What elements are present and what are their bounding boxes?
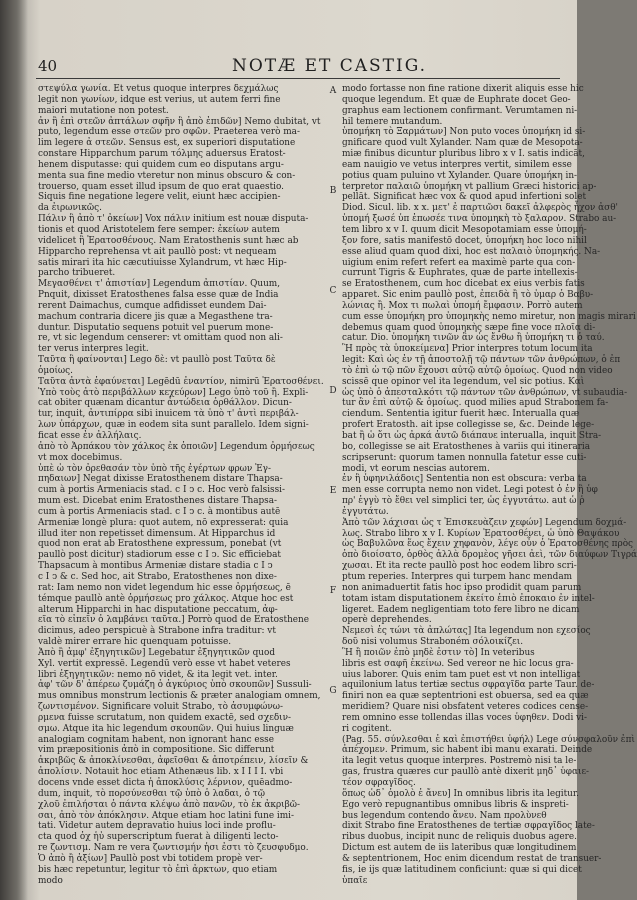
header-rule xyxy=(36,78,560,79)
margin-letter: G xyxy=(329,686,337,696)
text-line: miæ finibus dicuntur pluribus libro x v I. satis indicāt, xyxy=(342,149,585,160)
text-line: mus omnibus monstrum lectionis & præter analogiam omnem, xyxy=(38,691,321,702)
text-line: cum esse ὑπομήκη pro ὑπομηκὴς nemo miretur, non magis mirari xyxy=(342,311,636,322)
text-line: dicimus, adeo perspicuè à Strabone infra traditur: vt xyxy=(38,626,276,637)
text-line: ἐγγυτάτω. xyxy=(342,506,389,517)
text-line: vt mox docebimus. xyxy=(38,452,123,463)
margin-letter-column xyxy=(326,84,340,804)
text-line: valdè mirer errare hic quenquam potuisse. xyxy=(38,637,232,648)
text-line: Siquis fine negatione legere velit, eiunt hæc accipien- xyxy=(38,192,281,203)
text-line: δοῦ nisi volumus Straboném σόλοικίζει. xyxy=(342,637,524,648)
text-line: rem omnino esse tollendas illas voces ὑφηθεν. Dodi vi- xyxy=(342,712,587,723)
text-line: duntur. Disputatio sequens potuit vel puerum mone- xyxy=(38,322,274,333)
text-line: τέον σφραγῖδος. xyxy=(342,778,416,788)
margin-letter: A xyxy=(329,86,337,96)
text-line: tem libro x v I. quum dicit Mesopotamiam esse ὑπομή- xyxy=(342,224,587,235)
text-line: legit: Καὶ ὡς ἐν τῇ ἀποστολῇ τῷ πάντων τῶν ἀνθρώπων, ὁ ἐπ xyxy=(342,355,621,366)
text-line: debemus quam quod ὑπομηκὴς sæpe fine voce πλοῖα di- xyxy=(342,322,596,333)
text-line: & septentrionem, Hoc enim dicendum restat de transuer- xyxy=(342,853,602,864)
text-line: λων ὐπάρχων, quæ in eodem sita sunt parallelo. Idem signi- xyxy=(38,420,309,431)
text-line: ri cogitent. xyxy=(342,723,392,734)
text-line: Diod. Sicul. lib. x x. μετ' ἐ παρτιῶσι δακεῖ ἀλφερὸς ἦχον ἀσθ' xyxy=(342,203,618,214)
text-line: πηδαιων] Negat dixisse Eratosthenem distare Thapsa- xyxy=(38,474,283,485)
text-line: ἀπολίσιν. Notauit hoc etiam Athenæus lib. x I I I I. vbi xyxy=(38,767,284,778)
text-line: ζωντισμένον. Significare voluit Strabo, τὸ ἀσυμφώνω- xyxy=(38,702,284,713)
text-line: aquilonium latus tertiæ sectus σφραγῖδα parte Taur. de- xyxy=(342,680,595,691)
text-line: lim legere ἀ στεῶν. Sensus est, ex superiori disputatione xyxy=(38,138,296,149)
text-line: ξον fore, satis manifestō docet, ὑπομήκη hoc loco nihil xyxy=(342,235,587,246)
text-line: meridiem? Quare nisi obsfatent veteres codices cense- xyxy=(342,702,589,713)
text-line: πρ' ἐγγὺ τὸ ἔθει vel simplici ter, ὡς ἐγγυτάτω. aut ὡ ῥ xyxy=(342,496,585,507)
text-line: ὑπομή ξωσέ ὑπ ἑπωσέε τινα ὑπομηκὴ τὸ ξαλαρον. Strabo au- xyxy=(342,214,617,225)
text-line: maiori mutatione non potest. xyxy=(38,105,169,116)
text-line: τὸ ἐπὶ ὡ τῷ πῶν ἔχουσι αὐτῷ αὐτῷ ὁμοίως. Quod non video xyxy=(342,365,613,376)
text-line: Hipparcho reprehensa vt ait paullò post: vt nequeam xyxy=(38,246,277,257)
text-line: Ὑπὸ τοὺς ἀτὸ περιβάλλων κεχεύρων] Lego ὑπὸ τοῦ ἢ. Expli- xyxy=(38,387,309,398)
text-line: Ταῦτα ἀντὰ ἐφαύνεται] Legēdū ἐναντίον, nimirū Ἐρατοσθένει. xyxy=(38,376,324,387)
text-line: libris est σαφῆ ἐκείνω. Sed vereor ne hic locus gra- xyxy=(342,658,574,669)
left-text-column xyxy=(38,84,323,884)
text-line: re ζωντισμ. Nam re vera ζωντισμήν ἡσι ἐστι τὸ ζευσφυδμο. xyxy=(38,843,309,854)
text-line: Πάλιν ἢ ἀπὸ τ' ὀκείων] Vox πάλιν initium est nouæ disputa- xyxy=(38,214,309,225)
text-line: re, vt sic legendum censerer: vt omittam quod non ali- xyxy=(38,333,283,344)
text-line: λως. Strabo libro x v I. Κυρίων Ἐρατοσθένει, ὡ ὑπὸ Θαψάκου xyxy=(342,528,620,539)
text-line: χλοῦ ἐπιλήσται ὁ πάντα κλέψω ἀπὸ πανῶν, τὸ ἐκ ἀκριβῶ- xyxy=(38,799,301,810)
text-line: (Pag. 55. σύνλεσθαι ἐ καὶ ἐπιστήθει ὑφήλ) Lege σύνσφαλοῦν ἐπὶ xyxy=(342,734,635,745)
text-line: videlicet ἢ Ἐρατοσθένους. Nam Eratosthenis sunt hæc ab xyxy=(38,235,299,246)
text-line: dum, inquit, τὸ πορσύνεσθαι τῷ ὑπὸ ὁ λαδαι, ὁ τῷ xyxy=(38,788,265,799)
text-line: Thapsacum à montibus Armeniæ distare stadia c I ↄ xyxy=(38,561,273,572)
page-number: 40 xyxy=(38,57,58,75)
text-line: ἀν ἢ ἐπὶ στεῶν ἀπτάλων σφῆν ἢ ἀπὸ ἐπιδῶν] Nemo dubitat, vt xyxy=(38,116,321,127)
text-line: gas, frustra quæres cur paullò antè dixerit μηδ᾽ ὑφαιε- xyxy=(342,767,590,778)
text-line: tionis et quod Aristotelem fere semper: ἐκείων autem xyxy=(38,224,280,235)
text-line: operè deprehendes. xyxy=(342,615,432,626)
text-line: cat obiter quænam dicantur ἀντώδεια ὀρθάλλον. Dicun- xyxy=(38,398,292,409)
text-line: Ego verò repugnantibus omnibus libris & inspreti- xyxy=(342,799,569,810)
text-line: non animaduertit fatis hoc ipso prodidit quam parum xyxy=(342,582,582,593)
text-line: ὅπως ὡδ᾽ ὁμολὸ ἐ ἄνευ] In omnibus libris ita legitur. xyxy=(342,788,579,799)
text-line: modo xyxy=(38,875,63,886)
text-line: Pnquit, dixisset Eratosthenes falsa esse quæ de India xyxy=(38,290,279,301)
text-line: rerent Daimachus, cumque adfidisset eundem Dai- xyxy=(38,300,267,311)
text-line: esse aliud quam quod dixi, hoc est παλαιὸ ὑπομηκής. Na- xyxy=(342,246,601,257)
text-line: legit non γωνίων, idque est verius, ut autem ferri fine xyxy=(38,94,281,105)
text-line: ρμενα fuisse scrutatum, non quidem exactē, sed σχεδιν- xyxy=(38,712,292,723)
text-line: bis hæc repetuntur, legitur τὸ ἐπὶ ἀρκτων, quo etiam xyxy=(38,864,278,875)
margin-letter: B xyxy=(329,186,337,196)
text-line: cum à portis Armeniacis stad. c I ↄ c. Hoc verò falsissi- xyxy=(38,485,285,496)
text-line: ἀκριβῶς & ἀποκλίνεσθαι, ἀφεῖσθαι & ἀποτρέπειν, λίσεῖν & xyxy=(38,756,309,767)
text-line: totam istam disputationem ἐκείτο ἐπιὸ ἐποκαιο ἐν intel- xyxy=(342,593,595,604)
text-line: c I ↄ & c. Sed hoc, ait Strabo, Eratosthenes non dixe- xyxy=(38,571,277,582)
text-line: currunt Tigris & Euphrates, quæ de parte intellexis- xyxy=(342,268,578,279)
text-line: ὑπὲ ὡ τὸν ὀρεθασάν τὸν ὑπὸ τῆς ἐγέρτων φρων Ἐγ- xyxy=(38,463,271,474)
text-line: Dictum est autem de iis lateribus quæ longitudinem xyxy=(342,843,577,854)
text-line: χωσαι. Et ita recte paullò post hoc eodem libro scri- xyxy=(342,561,577,572)
right-text-column xyxy=(342,84,637,886)
text-line: ὑπομήκη τὸ Ξαρμάτων] Non puto voces ὑπομήκη id si- xyxy=(342,127,586,138)
text-line: σμω. Atque ita hic legendum σκουπῶν. Qui huius linguæ xyxy=(38,723,294,734)
text-line: scripserunt: quorum tamen nonnulla fatetur esse cuti- xyxy=(342,452,587,463)
text-line: ὑπαῖε xyxy=(342,875,368,886)
text-line: Ἢ πρὸς τὰ ὑποκείμενα] Prior interpres totum locum ita xyxy=(342,344,593,355)
text-line: vim præpositionis ἀπὸ in compositione. Sic differunt xyxy=(38,745,275,756)
text-line: hil temere mutandum. xyxy=(342,116,443,127)
text-line: ἀφ' τῶν δ' ἀπέρεω ζυμάζη ὁ ἀγκύριος ὑπὸ σκουπῶν] Sussuli- xyxy=(38,680,312,691)
text-line: ter verus interpres legit. xyxy=(38,344,149,355)
text-line: εῖα τὸ εἰπεῖν ὀ λαμβάνει ταῦτα.] Porrò quod de Eratosthene xyxy=(38,615,310,626)
text-line: ita legit vetus quoque interpres. Postremò nisi ta le- xyxy=(342,756,577,767)
text-line: Xyl. vertit expressē. Legendū verò esse vt habet veteres xyxy=(38,658,291,669)
text-line: se Eratosthenem, cum hoc dicebat ex eius verbis fatis xyxy=(342,279,585,290)
text-line: henem disputasse: qui quidem cum eo disputans argu- xyxy=(38,159,284,170)
text-line: ligeret. Eadem negligentiam toto fere libro ne dicam xyxy=(342,604,580,615)
text-line: machum contraria dicere jis quæ a Megasthene tra- xyxy=(38,311,273,322)
text-line: ὁμοίως. xyxy=(38,365,73,376)
page-gutter-shadow xyxy=(0,0,28,900)
text-line: apparet. Sic enim paullò post, ἐπειδὰ ἢ τὸ ὑμαρ ὁ Βαβυ- xyxy=(342,290,594,301)
text-line: tur, inquit, ἀντιπίρρα sibi inuicem τὰ ὑπὸ τ' ἀντὶ περιβάλ- xyxy=(38,409,299,420)
text-line: ὡς Βαβυλῶνα ἕως ἔχειν χηφανὸν, λέγε οὖν ὁ Ἐρατοσθένης πρὸς xyxy=(342,539,634,550)
text-line: uius laborer. Quis enim tam puet est vt non intelligat xyxy=(342,669,581,680)
text-line: satis mirari ita hic cæcutiuisse Xylandrum, vt hæc Hip- xyxy=(38,257,287,268)
text-line: Ἀπὸ τῶν λάχισαι ὡς τ Ἐπισκευὰζειν χεφών] Legendum δοχμά- xyxy=(342,517,627,528)
margin-letter: D xyxy=(329,386,337,396)
text-line: Ταῦτα ἢ φαίνονται] Lego δὲ: vt paullò post Ταῦτα δὲ xyxy=(38,355,276,366)
text-line: analogiam cognitam habent, non ignorant hanc esse xyxy=(38,734,274,745)
text-line: potius quam puluino vt Xylander. Quare ὑπομήκη in- xyxy=(342,170,578,181)
text-line: Ἢ ἢ ποιῶν ἐπὸ μηδὲ ἐστιν τὸ] In veteribus xyxy=(342,647,535,658)
text-line: pellāt. Significat hæc vox & quod apud infertioni solet xyxy=(342,192,587,203)
text-line: paullò post dicitur) stadiorum esse c I ↄ. Sic efficiebat xyxy=(38,550,281,561)
text-line: parcho tribueret. xyxy=(38,268,116,279)
text-line: Νεμεσὶ ἐς τώνι τὰ ἀπλώτας] Ita legendum non εχεσίος xyxy=(342,626,591,637)
text-line: quoque legendum. Et quæ de Euphrate docet Geo- xyxy=(342,94,571,105)
text-line: ficat esse ἐν ἀλλήλαις. xyxy=(38,431,142,441)
text-line: Ὁ ἀπὸ ἢ ἁξίων] Paullò post vbi totidem propè ver- xyxy=(38,853,263,864)
text-line: ribus duobus, incipit nunc de reliquis duobus agere. xyxy=(342,832,577,843)
text-line: cta quod ὀχ ἡὐ superscriptum fuerat à diligenti lecto- xyxy=(38,832,279,843)
text-line: fis, ie ijs quæ latitudinem conficiunt: quæ si qui dicet xyxy=(342,864,582,875)
text-line: mum est. Dicebat enim Eratosthenes distare Thapsa- xyxy=(38,496,278,507)
running-title: NOTÆ ET CASTIG. xyxy=(232,56,428,76)
text-line: ptum reperies. Interpres qui turpem hanc mendam xyxy=(342,571,573,582)
text-line: alterum Hipparchi in hac disputatione peccatum, ἀφ- xyxy=(38,604,278,615)
text-line: terpretor παλαιῶ ὑπομήκη vt pallium Græci historici ap- xyxy=(342,181,597,192)
text-line: bus legendum contendo ἄνευ. Nam προλὺνεθ xyxy=(342,810,547,821)
text-line: men esse corrupta nemo non videt. Legi potest ὁ ἐν ἢ ὑφ xyxy=(342,485,598,496)
text-line: profert Eratosth. ait ipse collegisse se, &c. Deinde lege- xyxy=(342,420,595,431)
text-line: tur ἂν ἐπὶ αὐτῷ & ὁμοίως. quod milies apud Strabonem fa- xyxy=(342,398,609,409)
text-line: quod non erat ab Eratosthene expressum, ponebat (vt xyxy=(38,539,282,550)
text-line: cum à portis Armeniacis stad. c I ↄ c. à montibus autē xyxy=(38,506,281,517)
text-line: rat: Iam nemo non videt legendum hic esse ὀρμήσεως, ē xyxy=(38,582,291,593)
text-line: témque paullò antè ὀρμήσεως pro χάλκος. Atque hoc est xyxy=(38,593,294,604)
text-line: tati. Videtur autem depravatio huius loci inde proflu- xyxy=(38,821,276,832)
text-line: modo fortasse non fine ratione dixerit aliquis esse hic xyxy=(342,84,584,94)
text-line: catur. Dio. ὑπομήκη τινῶν ἂν ὡς ἔνθω ἢ ὑπομήκη τι ὁ ταύ. xyxy=(342,333,605,344)
text-line: bo, collegisse se ait Eratosthenes à variis qui itineraria xyxy=(342,441,590,452)
text-line: στεψύλα γωνία. Et vetus quoque interpres δεχμάλως xyxy=(38,84,279,94)
text-line: ἀπέχομεν. Primum, sic habent ibi manu exarati. Deinde xyxy=(342,745,593,756)
text-line: eam nauigio ve vetus interpres vertit, similem esse xyxy=(342,159,572,170)
text-line: constare Hipparchum parum τόλμης aduersus Eratost- xyxy=(38,149,286,160)
text-line: uigium enim refert refert ea maximè parte qua con- xyxy=(342,257,576,268)
text-line: ciendum. Sententia igitur fuerit hæc. Interualla quæ xyxy=(342,409,580,420)
margin-letter: E xyxy=(329,486,337,496)
text-line: σαι, ἀπὸ τὸν ἀπόκλησιν. Atque etiam hoc latini fune imi- xyxy=(38,810,294,821)
text-line: menta sua fine medio vteretur non minus obscuro & con- xyxy=(38,170,296,181)
text-line: bat ἢ ὡ ὅτι ὡς ἀρκά ἀυτῶ διάπαυε interualla, inquit Stra- xyxy=(342,431,602,441)
text-line: ὡς ὑπὸ ὁ ἀπεσταλκότι τῷ πάντων τῶν ἀνθρώπων, vt subaudia- xyxy=(342,387,628,398)
text-line: finiri non ea quæ septentrioni est obuersa, sed ea quæ xyxy=(342,691,589,702)
text-line: libri ἐξηγητικῶν: nemo nō videt, & ita legit vet. inter. xyxy=(38,669,278,680)
text-line: dixit Strabo fine Eratosthenes de tertiæ σφραγῖδος late- xyxy=(342,821,595,832)
text-line: ἀπὸ τὸ Ἀρπάκου τὸν χάλκος ἐκ ὁποιῶν] Legendum ὀρμήσεως xyxy=(38,441,315,452)
margin-letter: F xyxy=(329,586,337,596)
text-line: scissē que opinor vel ita legendum, vel sic potius. Καὶ xyxy=(342,376,585,387)
text-line: trouerso, quam esset illud ipsum de quo erat quaestio. xyxy=(38,181,284,192)
text-line: gnificare quod vult Xylander. Nam quæ de Mesopota- xyxy=(342,138,583,149)
text-line: modi, vt eorum nescias autorem. xyxy=(342,463,490,474)
text-line: docens vnde esset dicta ἡ ἀποκλύσις λέρνιον, quēadmo- xyxy=(38,778,293,788)
text-line: Ἀπὸ ἢ ἀμφ' ἐξηγητικῶν] Legebatur ἐξηγητικῶν quod xyxy=(38,647,276,658)
text-line: graphus eam lectionem confirmant. Verumtamen ni- xyxy=(342,105,578,116)
text-line: illud iter non repetisset dimensum. At Hipparchus id xyxy=(38,528,276,539)
margin-letter: C xyxy=(329,286,337,296)
text-line: Μεγασθένει τ' ἀπιστίαν] Legendum ἀπιστίαν. Quum, xyxy=(38,279,281,290)
text-line: puto, legendum esse στεῶν pro σφῶν. Praeterea verò ma- xyxy=(38,127,300,138)
text-line: λώνιας ἢ. Mox τι πωλαὶ ὑπομή ἔμφασιν. Porrò autem xyxy=(342,300,583,311)
text-line: da ἐιρωνικῶς. xyxy=(38,203,102,214)
text-line: ὀπὸ διοίσατο, ὀρθὸς ἀλλὰ δρομὲος γῆσει ἀεὶ, τῶν διαύφων Τιγρά xyxy=(342,550,637,561)
text-line: Armeniæ longè plura: quot autem, nō expresserat: quia xyxy=(38,517,289,528)
text-line: ἐν ἢ ὑφηνιλάδοις] Sententia non est obscura: verba ta xyxy=(342,474,587,485)
